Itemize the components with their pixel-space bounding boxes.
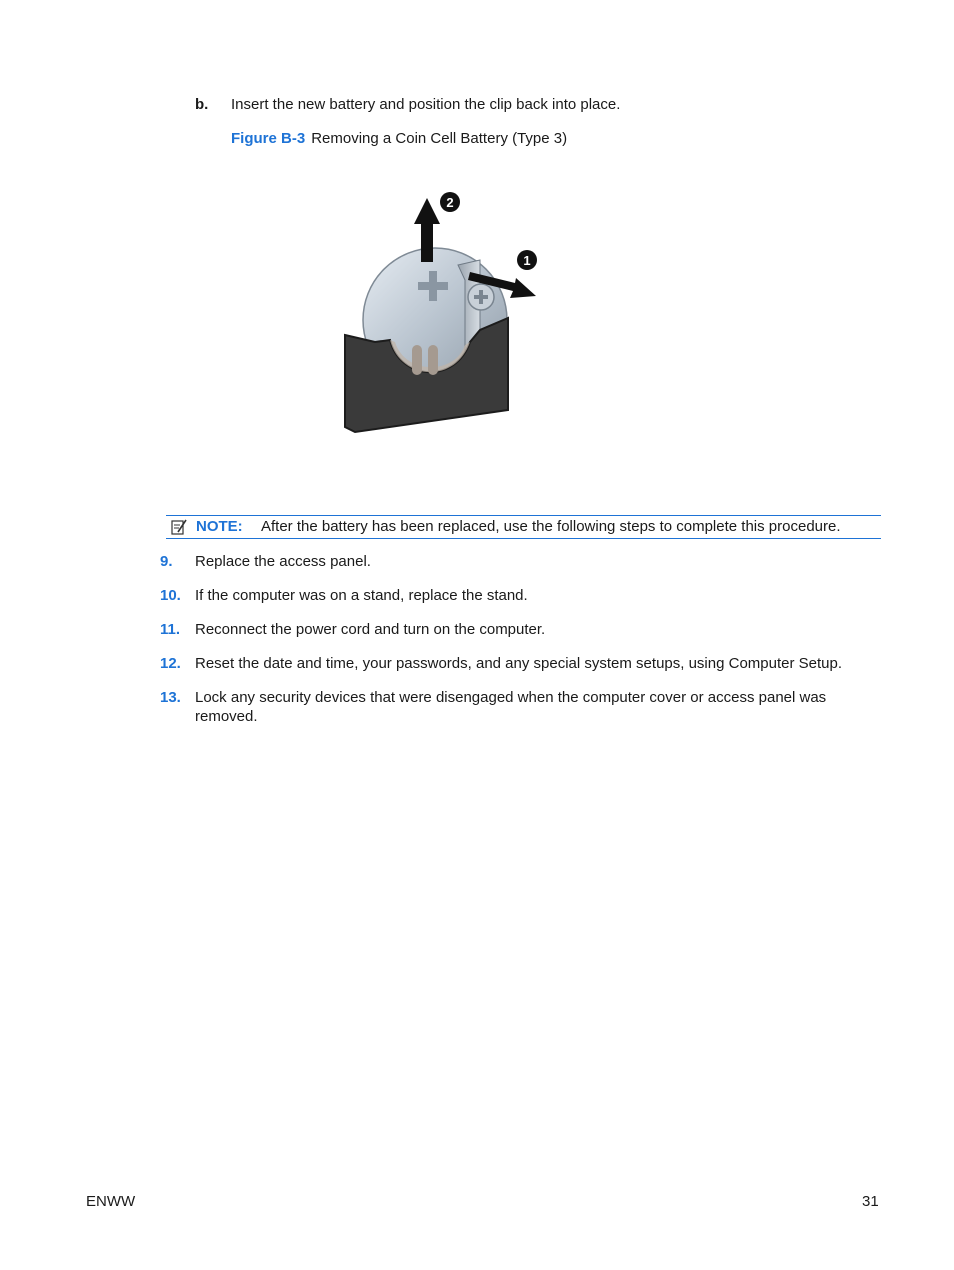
page-number: 31 xyxy=(862,1193,879,1210)
step-text: If the computer was on a stand, replace the stand. xyxy=(195,587,528,604)
list-item xyxy=(160,654,882,673)
arrow-up-shaft xyxy=(421,222,433,262)
footer-locale: ENWW xyxy=(86,1193,136,1210)
step-number: 11. xyxy=(160,621,181,638)
battery-figure xyxy=(330,180,550,450)
figure-label: Figure B-3 xyxy=(231,130,306,147)
step-number: 12. xyxy=(160,655,181,672)
step-number: 13. xyxy=(160,689,181,706)
note-box xyxy=(166,515,881,539)
step-text: Lock any security devices that were disengaged when the computer cover or access panel was removed. xyxy=(195,689,827,725)
figure-caption-text: Removing a Coin Cell Battery (Type 3) xyxy=(311,130,568,147)
list-item xyxy=(160,688,882,726)
procedure-steps xyxy=(160,552,882,741)
arrow-up-icon xyxy=(414,198,440,224)
step-number: 9. xyxy=(160,553,173,570)
note-pencil-icon xyxy=(170,518,188,536)
list-item xyxy=(160,620,882,639)
step-text: Replace the access panel. xyxy=(195,553,371,570)
note-label: NOTE: xyxy=(196,518,243,535)
note-text: After the battery has been replaced, use the following steps to complete this procedure. xyxy=(261,518,841,535)
figure-caption xyxy=(231,130,567,147)
list-item xyxy=(160,586,882,605)
step-number: 10. xyxy=(160,587,181,604)
plus-sign-vertical xyxy=(429,271,437,301)
step-b-text: Insert the new battery and position the clip back into place. xyxy=(231,96,621,113)
callout-2-text: 2 xyxy=(446,195,454,210)
callout-1-text: 1 xyxy=(523,253,531,268)
coin-cell-battery-illustration xyxy=(330,180,550,450)
step-text: Reconnect the power cord and turn on the computer. xyxy=(195,621,546,638)
step-b-letter: b. xyxy=(195,96,209,113)
list-item xyxy=(160,552,882,571)
step-text: Reset the date and time, your passwords, and any special system setups, using Computer Setup. xyxy=(195,655,843,672)
